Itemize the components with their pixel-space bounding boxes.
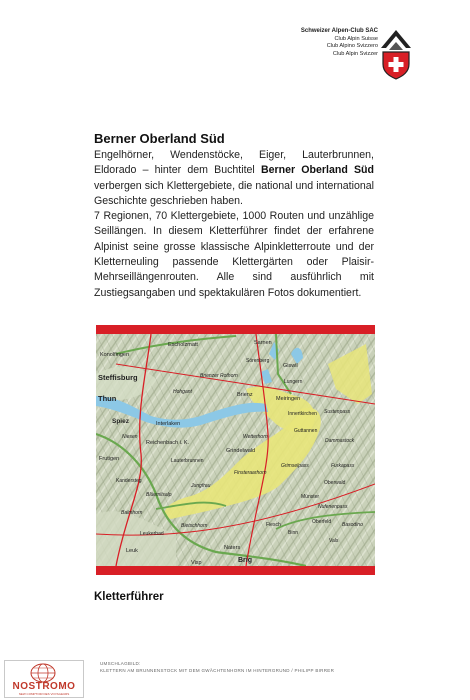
title-highlight: Berner Oberland Süd	[260, 164, 374, 177]
map-label: Konolfingen	[100, 352, 130, 358]
map-label: Fiesch	[266, 522, 281, 528]
map-label: Grindelwald	[226, 448, 256, 454]
map-label: Blüemlisalp	[146, 492, 172, 498]
credit-text: KLETTERN AM BRUNNENSTOCK MIT DEM GWÄCHTENHORN IM HINTERGRUND / PHILIPP BIRRER	[100, 667, 335, 673]
publisher-line: Schweizer Alpen-Club SAC	[300, 28, 378, 34]
map-label: Brig	[238, 557, 252, 564]
map-label: Guttannen	[294, 428, 318, 434]
map-label: Finsteraarhorn	[234, 470, 267, 476]
map-label: Spiez	[112, 418, 129, 425]
map-label: Lungern	[284, 379, 303, 385]
map-label: Oberfeld	[312, 519, 332, 525]
publisher-name	[301, 28, 378, 58]
map-label: Reichenbach i. K.	[146, 440, 190, 446]
map-label: Vals	[329, 538, 339, 544]
map-label: Frutigen	[99, 456, 120, 462]
description-paragraph: Engelhörner, Wendenstöcke, Eiger, Lauterbrunnen, Eldorado – hinter dem Buchtitel Berner Oberland Süd verbergen sich Klettergebiete, die national und international Geschichte geschrieben haben.	[94, 149, 374, 207]
map-label: Innertkirchen	[288, 411, 317, 417]
map-label: Münster	[301, 494, 320, 500]
region-map	[96, 334, 375, 566]
cover-image-credit	[100, 661, 334, 674]
credit-label: UMSCHLAGBILD:	[100, 661, 141, 666]
map-label: Binn	[288, 530, 299, 536]
publisher-line: Club Alpin Suisse	[334, 35, 378, 42]
book-description	[94, 148, 374, 301]
publisher-line: Club Alpin Svizzer	[332, 50, 378, 57]
map-label: Sörenberg	[246, 358, 270, 364]
map-label: Grimselpass	[281, 463, 309, 469]
publisher-line: Club Alpino Svizzero	[326, 43, 378, 50]
guide-label: Kletterführer	[94, 591, 164, 603]
map-label: Furkapass	[331, 463, 355, 469]
map-label: Naters	[224, 545, 241, 551]
map-label: Steffisburg	[98, 373, 138, 382]
map-label: Kandersteg	[116, 478, 142, 484]
watermark-tagline: NEW COMPTOIR DES VOYAGEURS	[18, 692, 70, 696]
map-label: Leuk	[126, 548, 138, 554]
map-label: Hohgant	[173, 389, 192, 395]
map-label: Balmhorn	[121, 510, 143, 516]
map-label: Brienz	[237, 392, 253, 398]
map-label: Visp	[191, 560, 202, 566]
description-paragraph: 7 Regionen, 70 Klettergebiete, 1000 Routen und unzählige Seillängen. In diesem Kletterführer findet der erfahrene Alpinist seine grosse klassische Alpinkletterroute und der Kletterneuling passende Klettergärten oder Plaisir-Mehrseillängenrouten. Alle sind ausführlich mit Zustiegsangaben und spektakulären Fotos dokumentiert.	[94, 210, 374, 299]
book-title: Berner Oberland Süd	[94, 131, 225, 146]
map-label: Leukerbad	[140, 531, 164, 537]
map-label: Interlaken	[156, 421, 181, 427]
map-bottom-bar	[96, 566, 375, 575]
map-label: Sarnen	[254, 340, 272, 346]
map-label: Niesen	[122, 434, 138, 440]
watermark-badge	[4, 660, 84, 698]
map-label: Bietschhorn	[181, 523, 208, 529]
map-label: Basodino	[342, 522, 363, 528]
globe-icon	[30, 663, 56, 683]
map-label: Meiringen	[276, 396, 301, 402]
map-label: Escholzmatt	[168, 342, 198, 348]
map-label: Dammastock	[325, 438, 355, 444]
map-label: Giswil	[283, 363, 298, 369]
map-label: Sustenpass	[324, 409, 351, 415]
watermark-name: NOSTROMO	[12, 681, 76, 692]
map-label: Thun	[98, 394, 117, 403]
map-label: Oberwald	[324, 480, 346, 486]
sac-logo-icon	[379, 28, 413, 80]
map-label: Lauterbrunnen	[171, 458, 204, 464]
map-label: Jungfrau	[191, 483, 211, 489]
map-label: Brienzer Rothorn	[200, 373, 238, 379]
map-label: Nufenenpass	[318, 504, 348, 510]
map-label: Wetterhorn	[243, 434, 268, 440]
map-top-bar	[96, 325, 375, 334]
